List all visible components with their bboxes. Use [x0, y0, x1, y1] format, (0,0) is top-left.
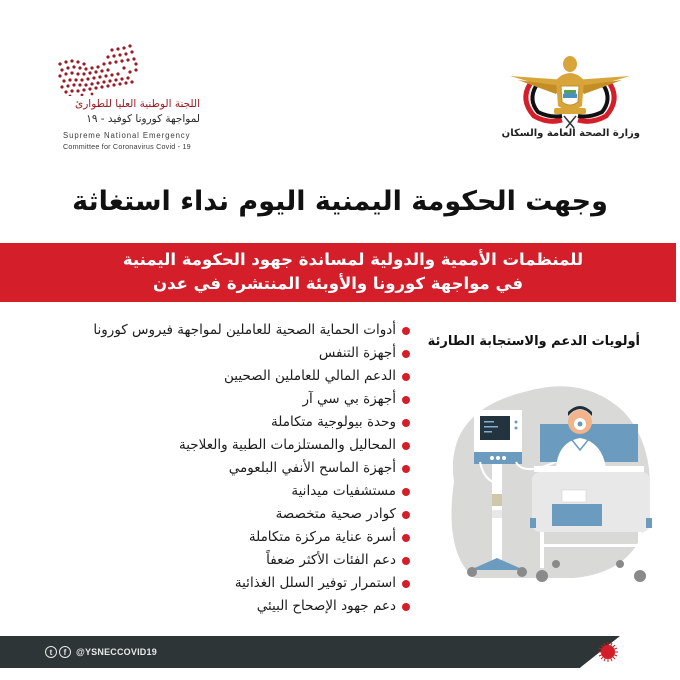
banner-line-1: للمنظمات الأممية والدولية لمساندة جهود الحكومة اليمنية	[122, 250, 584, 269]
committee-name-english: Supreme National Emergency	[63, 131, 191, 140]
list-item	[40, 319, 410, 342]
list-item	[40, 411, 410, 434]
twitter-icon[interactable]: t	[45, 646, 57, 658]
bullet-icon	[402, 534, 410, 542]
list-item-label: دعم الفئات الأكثر ضعفاً	[266, 552, 396, 568]
list-item-label: الدعم المالي للعاملين الصحيين	[224, 368, 396, 384]
committee-subtitle-arabic: لمواجهة كورونا كوفيد - ١٩	[86, 113, 200, 125]
list-item-label: مستشفيات ميدانية	[291, 483, 396, 499]
priorities-heading: أولويات الدعم والاستجابة الطارئة	[427, 334, 640, 349]
bullet-icon	[402, 465, 410, 473]
bullet-icon	[402, 488, 410, 496]
list-item	[40, 549, 410, 572]
bullet-icon	[402, 511, 410, 519]
bullet-icon	[402, 419, 410, 427]
bullet-icon	[402, 603, 410, 611]
bullet-icon	[402, 580, 410, 588]
appeal-banner	[0, 243, 676, 302]
bullet-icon	[402, 327, 410, 335]
list-item-label: أسرة عناية مركزة متكاملة	[248, 529, 396, 545]
list-item-label: أجهزة التنفس	[318, 345, 396, 361]
list-item	[40, 457, 410, 480]
page-headline: وجهت الحكومة اليمنية اليوم نداء استغاثة	[72, 186, 608, 217]
list-item	[40, 342, 410, 365]
list-item	[40, 526, 410, 549]
committee-logo-dots-icon	[56, 40, 140, 96]
list-item-label: أجهزة بي سي آر	[302, 391, 396, 407]
social-handle-text[interactable]: @YSNECCOVID19	[76, 647, 157, 657]
social-handle[interactable]	[45, 645, 157, 659]
committee-name-arabic: اللجنة الوطنية العليا للطوارئ	[75, 98, 200, 110]
yemen-eagle-emblem-icon	[508, 50, 632, 130]
list-item-label: وحدة بيولوجية متكاملة	[271, 414, 396, 430]
list-item-label: كوادر صحية متخصصة	[275, 506, 396, 522]
bullet-icon	[402, 396, 410, 404]
list-item	[40, 388, 410, 411]
list-item	[40, 434, 410, 457]
list-item	[40, 503, 410, 526]
list-item-label: استمرار توفير السلل الغذائية	[234, 575, 396, 591]
list-item	[40, 572, 410, 595]
list-item	[40, 595, 410, 618]
banner-line-2: في مواجهة كورونا والأوبئة المنتشرة في عدن	[152, 274, 523, 293]
ventilator-patient-illustration	[434, 372, 660, 598]
list-item	[40, 480, 410, 503]
list-item	[40, 365, 410, 388]
priorities-list	[40, 319, 410, 618]
facebook-icon[interactable]: f	[59, 646, 71, 658]
bullet-icon	[402, 373, 410, 381]
bullet-icon	[402, 442, 410, 450]
coronavirus-icon	[597, 641, 619, 663]
ministry-name: وزارة الصحة العامة والسكان	[501, 128, 640, 139]
list-item-label: دعم جهود الإصحاح البيئي	[256, 598, 396, 614]
list-item-label: أجهزة الماسح الأنفي البلعومي	[228, 460, 396, 476]
list-item-label: المحاليل والمستلزمات الطبية والعلاجية	[179, 437, 396, 453]
list-item-label: أدوات الحماية الصحية للعاملين لمواجهة فيروس كورونا	[93, 322, 396, 338]
bullet-icon	[402, 350, 410, 358]
bullet-icon	[402, 557, 410, 565]
committee-subtitle-english: Committee for Coronavirus Covid - 19	[63, 142, 191, 151]
